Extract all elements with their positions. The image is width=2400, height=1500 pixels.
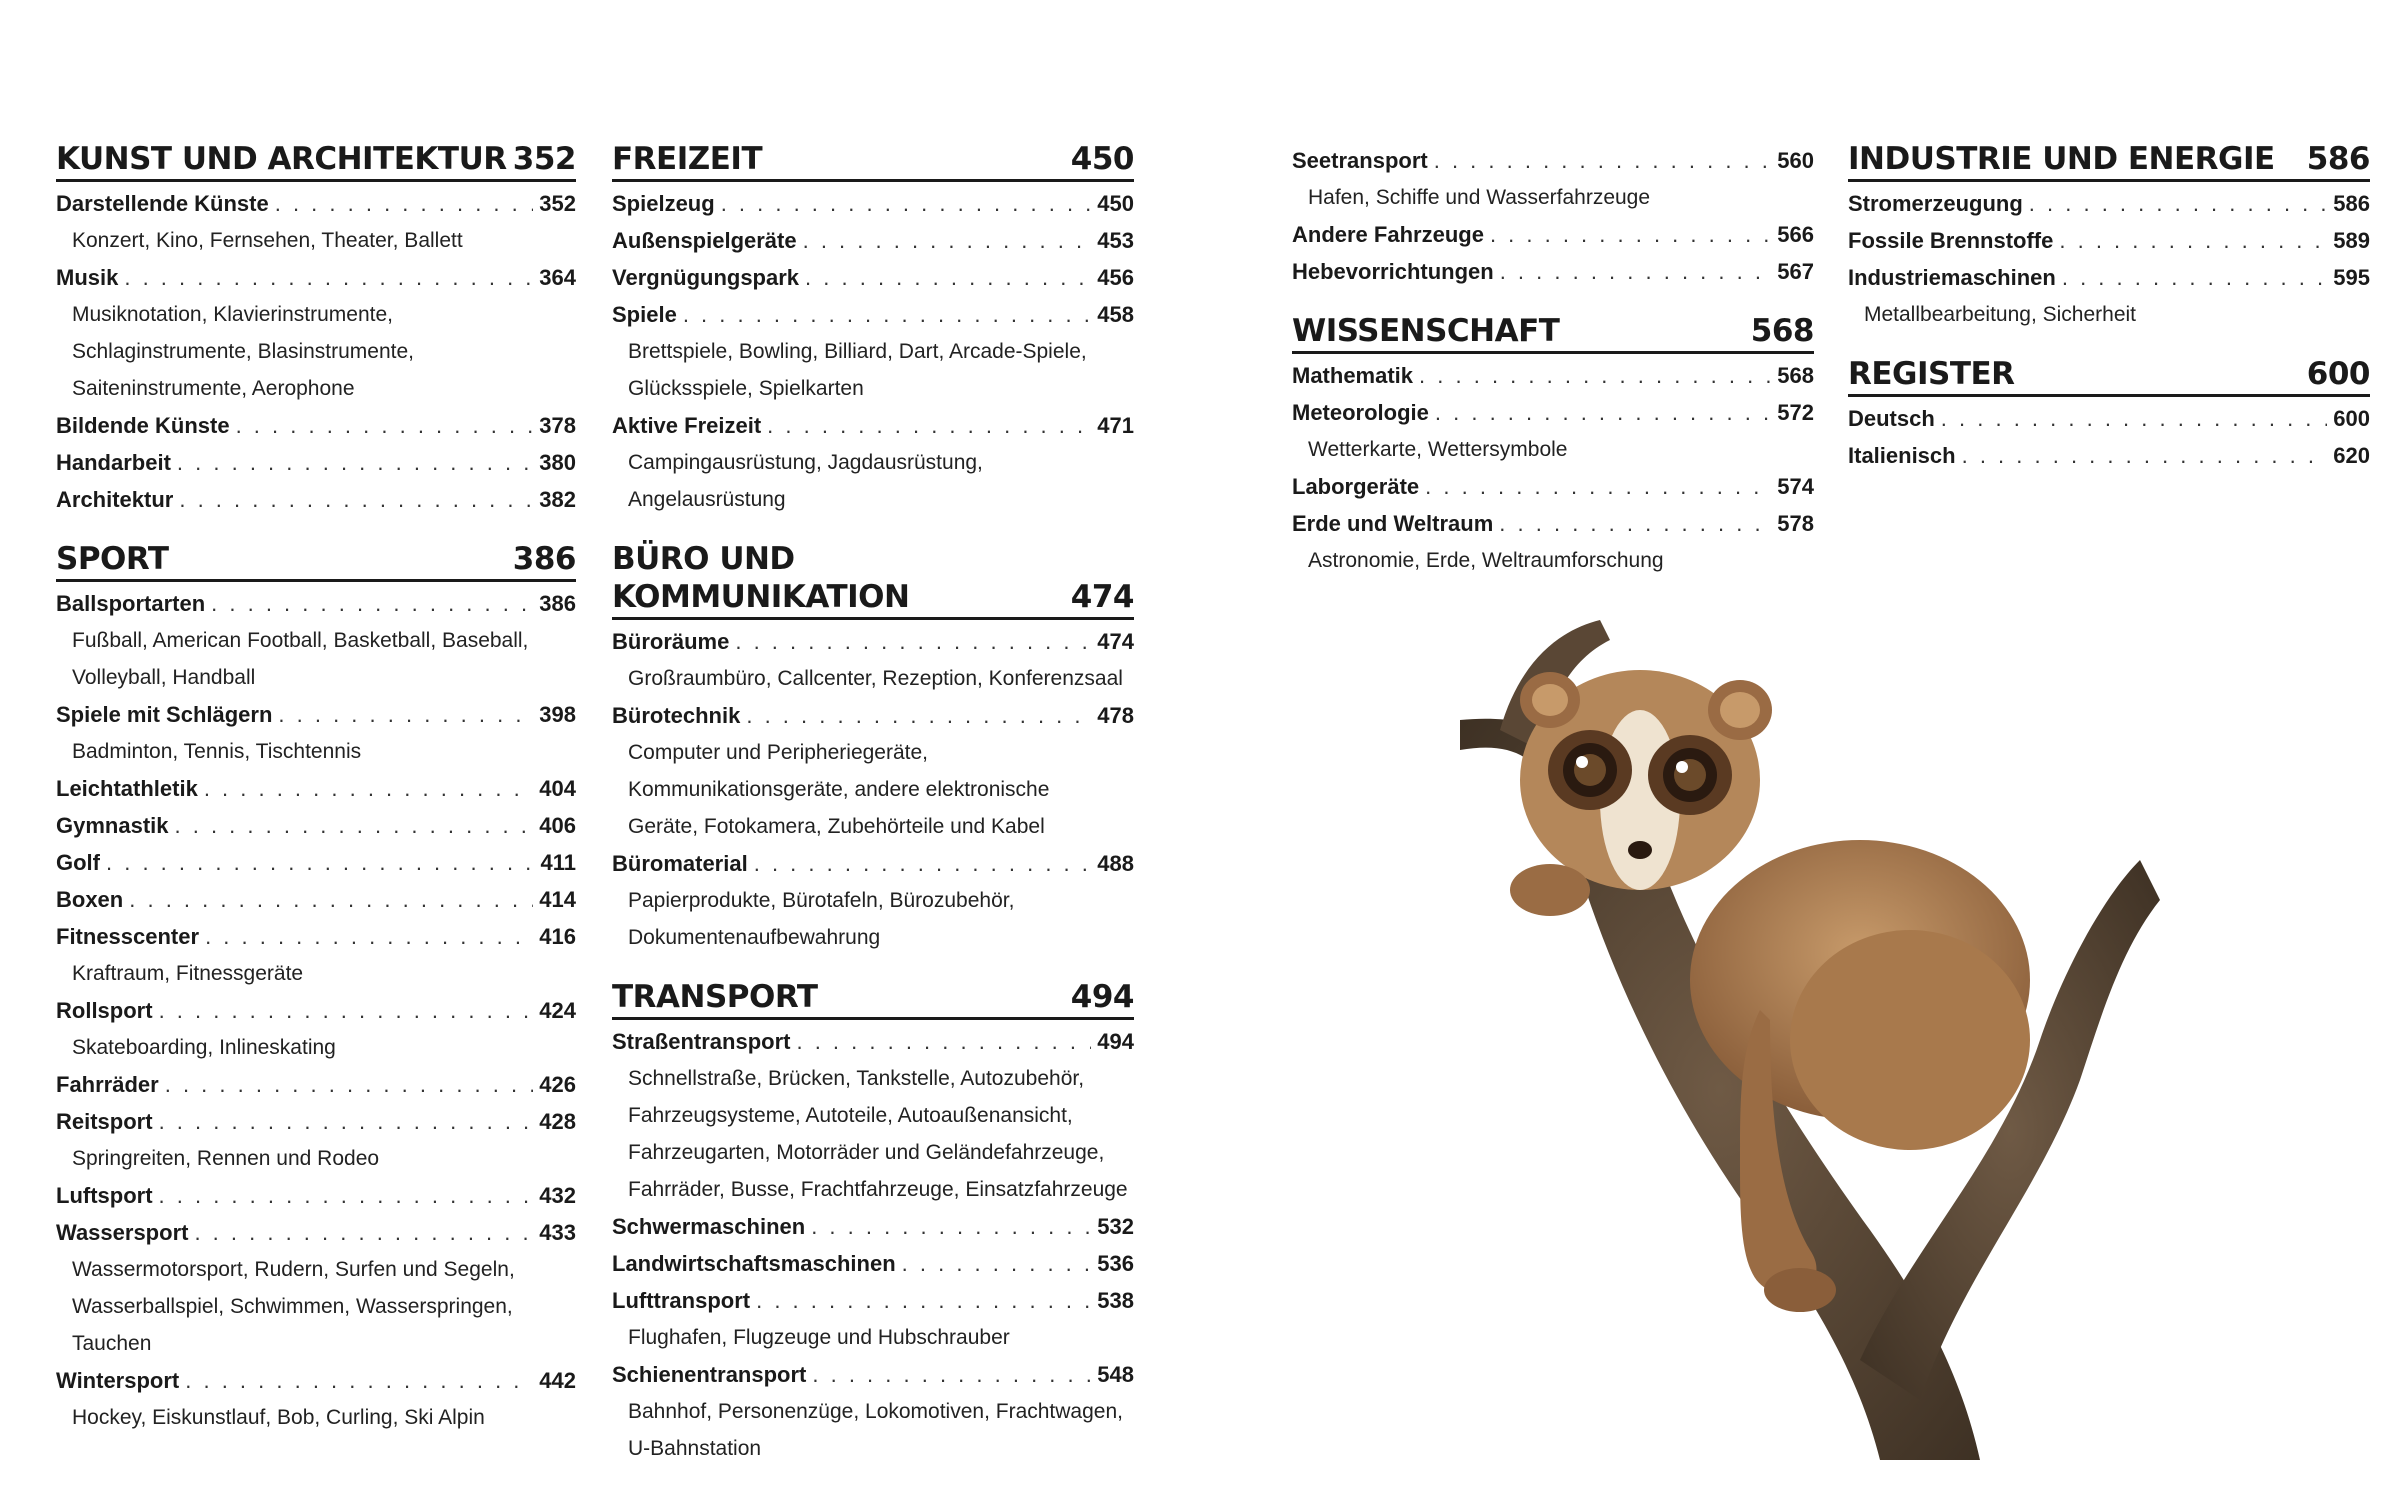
toc-entry[interactable] xyxy=(1848,437,2370,474)
dot-leader xyxy=(175,807,534,844)
dot-leader xyxy=(796,1023,1091,1060)
toc-entry[interactable] xyxy=(612,1245,1134,1282)
toc-entry[interactable] xyxy=(1292,357,1814,394)
dot-leader xyxy=(159,1103,534,1140)
toc-entry[interactable] xyxy=(612,1356,1134,1393)
dot-leader xyxy=(812,1356,1091,1393)
toc-section xyxy=(612,978,1134,1467)
section-title: REGISTER xyxy=(1848,356,2015,392)
entry-title: Hebevorrichtungen xyxy=(1292,259,1494,284)
entry-page: 416 xyxy=(539,924,576,949)
entry-title: Bürotechnik xyxy=(612,703,741,728)
toc-entry[interactable] xyxy=(1292,505,1814,542)
toc-entry[interactable] xyxy=(1292,216,1814,253)
entry-page: 536 xyxy=(1097,1251,1134,1276)
entry-subtopics: Saiteninstrumente, Aerophone xyxy=(72,377,355,400)
section-title: SPORT xyxy=(56,541,169,577)
toc-entry[interactable] xyxy=(612,185,1134,222)
toc-entry[interactable] xyxy=(612,259,1134,296)
entry-subtopics: Wassermotorsport, Rudern, Surfen und Segeln, xyxy=(72,1258,515,1281)
entry-title: Laborgeräte xyxy=(1292,474,1420,499)
entry-title: Fossile Brennstoffe xyxy=(1848,228,2054,253)
entry-page: 474 xyxy=(1097,629,1134,654)
entry-subtopics: Dokumentenaufbewahrung xyxy=(628,926,881,949)
section-page: 450 xyxy=(1070,141,1134,177)
section-page: 352 xyxy=(512,141,576,177)
dot-leader xyxy=(1434,142,1772,179)
toc-entry[interactable] xyxy=(612,1023,1134,1060)
dot-leader xyxy=(159,1177,534,1214)
entry-page: 567 xyxy=(1777,259,1814,284)
entry-subtopics: Glücksspiele, Spielkarten xyxy=(628,377,864,400)
entry-page: 378 xyxy=(539,413,576,438)
entry-page: 538 xyxy=(1097,1288,1134,1313)
entry-page: 586 xyxy=(2333,191,2370,216)
dot-leader xyxy=(205,918,533,955)
entry-title: Mathematik xyxy=(1292,363,1414,388)
section-title: KUNST UND ARCHITEKTUR xyxy=(56,141,507,177)
entry-title: Spiele mit Schlägern xyxy=(56,702,273,727)
entry-title: Aktive Freizeit xyxy=(612,413,762,438)
entry-title: Bildende Künste xyxy=(56,413,230,438)
entry-page: 414 xyxy=(539,887,576,912)
entry-subtopics: Musiknotation, Klavierinstrumente, xyxy=(72,303,393,326)
dot-leader xyxy=(159,992,534,1029)
dot-leader xyxy=(735,623,1091,660)
entry-page: 433 xyxy=(539,1220,576,1245)
toc-column-1 xyxy=(56,140,576,1458)
entry-subtopics: Astronomie, Erde, Weltraumforschung xyxy=(1308,549,1664,572)
section-page: 386 xyxy=(512,541,576,577)
toc-entry[interactable] xyxy=(1848,259,2370,296)
section-heading xyxy=(612,140,1134,182)
entry-page: 595 xyxy=(2333,265,2370,290)
entry-subtopics: Angelausrüstung xyxy=(628,488,786,511)
section-heading xyxy=(612,978,1134,1020)
entry-subtopics: Schnellstraße, Brücken, Tankstelle, Autozubehör, xyxy=(628,1067,1085,1090)
dot-leader xyxy=(902,1245,1092,1282)
entry-title: Meteorologie xyxy=(1292,400,1429,425)
section-page: 568 xyxy=(1750,313,1814,349)
entry-subtopics: Fahrzeugsysteme, Autoteile, Autoaußenansicht, xyxy=(628,1104,1073,1127)
entry-page: 442 xyxy=(539,1368,576,1393)
dot-leader xyxy=(211,585,533,622)
dot-leader xyxy=(1500,253,1772,290)
entry-page: 578 xyxy=(1777,511,1814,536)
entry-subtopics: U-Bahnstation xyxy=(628,1437,762,1460)
entry-title: Schwermaschinen xyxy=(612,1214,806,1239)
entry-page: 494 xyxy=(1097,1029,1134,1054)
entry-subtopics: Flughafen, Flugzeuge und Hubschrauber xyxy=(628,1326,1010,1349)
entry-subtopics: Wetterkarte, Wettersymbole xyxy=(1308,438,1568,461)
entry-page: 364 xyxy=(539,265,576,290)
dot-leader xyxy=(2062,259,2327,296)
entry-title: Wassersport xyxy=(56,1220,189,1245)
toc-entry[interactable] xyxy=(56,918,576,955)
entry-title: Vergnügungspark xyxy=(612,265,800,290)
dot-leader xyxy=(756,1282,1091,1319)
entry-title: Andere Fahrzeuge xyxy=(1292,222,1484,247)
entry-title: Lufttransport xyxy=(612,1288,751,1313)
entry-title: Gymnastik xyxy=(56,813,169,838)
toc-entry[interactable] xyxy=(1848,400,2370,437)
toc-entry[interactable] xyxy=(56,1066,576,1103)
loris-nose xyxy=(1628,841,1652,859)
entry-title: Fahrräder xyxy=(56,1072,159,1097)
section-title: FREIZEIT xyxy=(612,141,763,177)
dot-leader xyxy=(236,407,534,444)
toc-section xyxy=(1292,142,1814,290)
section-title: BÜRO UND KOMMUNIKATION xyxy=(612,541,910,615)
entry-page: 398 xyxy=(539,702,576,727)
dot-leader xyxy=(1962,437,2328,474)
entry-title: Fitnesscenter xyxy=(56,924,200,949)
entry-page: 589 xyxy=(2333,228,2370,253)
entry-subtopics: Hafen, Schiffe und Wasserfahrzeuge xyxy=(1308,186,1651,209)
entry-title: Erde und Weltraum xyxy=(1292,511,1494,536)
entry-title: Büromaterial xyxy=(612,851,748,876)
section-heading xyxy=(56,540,576,582)
entry-title: Deutsch xyxy=(1848,406,1935,431)
section-heading xyxy=(56,140,576,182)
toc-column-3 xyxy=(1292,142,1814,601)
entry-title: Leichtathletik xyxy=(56,776,198,801)
toc-entry[interactable] xyxy=(56,770,576,807)
entry-title: Spielzeug xyxy=(612,191,715,216)
toc-entry[interactable] xyxy=(56,585,576,622)
entry-title: Schienentransport xyxy=(612,1362,807,1387)
toc-section xyxy=(1848,355,2370,474)
entry-title: Reitsport xyxy=(56,1109,153,1134)
entry-subtopics: Brettspiele, Bowling, Billiard, Dart, Arcade-Spiele, xyxy=(628,340,1087,363)
section-title: INDUSTRIE UND ENERGIE xyxy=(1848,141,2275,177)
dot-leader xyxy=(275,185,534,222)
entry-page: 450 xyxy=(1097,191,1134,216)
entry-page: 574 xyxy=(1777,474,1814,499)
dot-leader xyxy=(129,881,533,918)
toc-entry[interactable] xyxy=(1292,142,1814,179)
entry-page: 380 xyxy=(539,450,576,475)
entry-page: 432 xyxy=(539,1183,576,1208)
entry-subtopics: Tauchen xyxy=(72,1332,152,1355)
entry-subtopics: Konzert, Kino, Fernsehen, Theater, Ballett xyxy=(72,229,463,252)
entry-page: 456 xyxy=(1097,265,1134,290)
toc-entry[interactable] xyxy=(56,807,576,844)
entry-title: Wintersport xyxy=(56,1368,180,1393)
entry-title: Rollsport xyxy=(56,998,153,1023)
toc-column-2 xyxy=(612,140,1134,1489)
entry-page: 424 xyxy=(539,998,576,1023)
entry-page: 382 xyxy=(539,487,576,512)
entry-page: 404 xyxy=(539,776,576,801)
toc-column-4 xyxy=(1848,140,2370,496)
entry-title: Architektur xyxy=(56,487,174,512)
toc-entry[interactable] xyxy=(1292,468,1814,505)
toc-entry[interactable] xyxy=(612,407,1134,444)
dot-leader xyxy=(754,845,1092,882)
dot-leader xyxy=(721,185,1092,222)
slow-loris-illustration xyxy=(1440,600,2200,1460)
entry-page: 566 xyxy=(1777,222,1814,247)
entry-page: 600 xyxy=(2333,406,2370,431)
dot-leader xyxy=(1419,357,1771,394)
toc-entry[interactable] xyxy=(56,992,576,1029)
toc-entry[interactable] xyxy=(612,697,1134,734)
toc-entry[interactable] xyxy=(56,185,576,222)
section-title: TRANSPORT xyxy=(612,979,818,1015)
toc-entry[interactable] xyxy=(56,696,576,733)
toc-entry[interactable] xyxy=(612,1282,1134,1319)
entry-subtopics: Badminton, Tennis, Tischtennis xyxy=(72,740,362,763)
entry-subtopics: Papierprodukte, Bürotafeln, Bürozubehör, xyxy=(628,889,1015,912)
section-heading xyxy=(612,540,1134,620)
entry-title: Musik xyxy=(56,265,119,290)
toc-entry[interactable] xyxy=(612,1208,1134,1245)
toc-section xyxy=(56,140,576,518)
entry-subtopics: Bahnhof, Personenzüge, Lokomotiven, Frachtwagen, xyxy=(628,1400,1123,1423)
entry-title: Seetransport xyxy=(1292,148,1428,173)
entry-title: Ballsportarten xyxy=(56,591,206,616)
dot-leader xyxy=(204,770,533,807)
dot-leader xyxy=(811,1208,1091,1245)
entry-subtopics: Hockey, Eiskunstlauf, Bob, Curling, Ski Alpin xyxy=(72,1406,485,1429)
dot-leader xyxy=(106,844,535,881)
dot-leader xyxy=(803,222,1092,259)
section-heading xyxy=(1848,140,2370,182)
toc-entry[interactable] xyxy=(1292,253,1814,290)
entry-page: 548 xyxy=(1097,1362,1134,1387)
entry-title: Luftsport xyxy=(56,1183,153,1208)
toc-entry[interactable] xyxy=(612,845,1134,882)
dot-leader xyxy=(1425,468,1771,505)
entry-subtopics: Skateboarding, Inlineskating xyxy=(72,1036,336,1059)
entry-page: 426 xyxy=(539,1072,576,1097)
dot-leader xyxy=(767,407,1091,444)
entry-page: 428 xyxy=(539,1109,576,1134)
entry-subtopics: Fahrzeugarten, Motorräder und Geländefahrzeuge, xyxy=(628,1141,1105,1164)
entry-subtopics: Fahrräder, Busse, Frachtfahrzeuge, Einsatzfahrzeuge xyxy=(628,1178,1128,1201)
toc-entry[interactable] xyxy=(56,444,576,481)
toc-entry[interactable] xyxy=(612,222,1134,259)
dot-leader xyxy=(278,696,533,733)
entry-page: 568 xyxy=(1777,363,1814,388)
toc-section xyxy=(1848,140,2370,333)
entry-page: 411 xyxy=(540,850,576,875)
toc-entry[interactable] xyxy=(56,844,576,881)
toc-entry[interactable] xyxy=(56,1214,576,1251)
toc-entry[interactable] xyxy=(56,1103,576,1140)
entry-title: Industriemaschinen xyxy=(1848,265,2056,290)
entry-title: Straßentransport xyxy=(612,1029,791,1054)
dot-leader xyxy=(683,296,1091,333)
entry-subtopics: Geräte, Fotokamera, Zubehörteile und Kabel xyxy=(628,815,1045,838)
toc-entry[interactable] xyxy=(56,1362,576,1399)
entry-title: Landwirtschaftsmaschinen xyxy=(612,1251,896,1276)
toc-entry[interactable] xyxy=(56,1177,576,1214)
toc-entry[interactable] xyxy=(612,296,1134,333)
section-page: 494 xyxy=(1070,979,1134,1015)
dot-leader xyxy=(165,1066,534,1103)
toc-entry[interactable] xyxy=(1848,185,2370,222)
entry-page: 352 xyxy=(539,191,576,216)
entry-page: 386 xyxy=(539,591,576,616)
entry-title: Büroräume xyxy=(612,629,730,654)
section-page: 600 xyxy=(2306,356,2370,392)
entry-subtopics: Computer und Peripheriegeräte, xyxy=(628,741,929,764)
entry-title: Italienisch xyxy=(1848,443,1956,468)
entry-page: 471 xyxy=(1097,413,1134,438)
toc-entry[interactable] xyxy=(56,881,576,918)
entry-page: 560 xyxy=(1777,148,1814,173)
dot-leader xyxy=(185,1362,533,1399)
toc-entry[interactable] xyxy=(56,259,576,296)
entry-subtopics: Springreiten, Rennen und Rodeo xyxy=(72,1147,380,1170)
toc-section xyxy=(612,140,1134,518)
section-page: 474 xyxy=(1070,579,1134,615)
dot-leader xyxy=(2029,185,2327,222)
entry-page: 453 xyxy=(1097,228,1134,253)
toc-entry[interactable] xyxy=(1848,222,2370,259)
entry-subtopics: Wasserballspiel, Schwimmen, Wasserspringen, xyxy=(72,1295,513,1318)
dot-leader xyxy=(746,697,1091,734)
dot-leader xyxy=(805,259,1091,296)
entry-subtopics: Fußball, American Football, Basketball, Baseball, xyxy=(72,629,529,652)
entry-page: 532 xyxy=(1097,1214,1134,1239)
toc-section xyxy=(1292,312,1814,579)
dot-leader xyxy=(1499,505,1771,542)
entry-page: 620 xyxy=(2333,443,2370,468)
entry-title: Spiele xyxy=(612,302,677,327)
entry-title: Außenspielgeräte xyxy=(612,228,797,253)
entry-page: 406 xyxy=(539,813,576,838)
dot-leader xyxy=(194,1214,533,1251)
entry-title: Golf xyxy=(56,850,100,875)
dot-leader xyxy=(1435,394,1771,431)
section-heading xyxy=(1848,355,2370,397)
entry-title: Stromerzeugung xyxy=(1848,191,2023,216)
entry-subtopics: Campingausrüstung, Jagdausrüstung, xyxy=(628,451,983,474)
dot-leader xyxy=(2059,222,2327,259)
dot-leader xyxy=(179,481,533,518)
dot-leader xyxy=(177,444,533,481)
entry-subtopics: Metallbearbeitung, Sicherheit xyxy=(1864,303,2136,326)
entry-title: Handarbeit xyxy=(56,450,171,475)
entry-title: Darstellende Künste xyxy=(56,191,269,216)
dot-leader xyxy=(124,259,533,296)
entry-subtopics: Schlaginstrumente, Blasinstrumente, xyxy=(72,340,414,363)
dot-leader xyxy=(1490,216,1771,253)
toc-entry[interactable] xyxy=(56,481,576,518)
toc-entry[interactable] xyxy=(56,407,576,444)
entry-page: 458 xyxy=(1097,302,1134,327)
section-page: 586 xyxy=(2306,141,2370,177)
section-heading xyxy=(1292,312,1814,354)
toc-entry[interactable] xyxy=(1292,394,1814,431)
entry-subtopics: Kraftraum, Fitnessgeräte xyxy=(72,962,304,985)
entry-subtopics: Volleyball, Handball xyxy=(72,666,256,689)
toc-section xyxy=(612,540,1134,956)
dot-leader xyxy=(1941,400,2327,437)
loris-hand xyxy=(1510,864,1590,916)
entry-page: 478 xyxy=(1097,703,1134,728)
toc-entry[interactable] xyxy=(612,623,1134,660)
toc-section xyxy=(56,540,576,1436)
entry-page: 488 xyxy=(1097,851,1134,876)
entry-page: 572 xyxy=(1777,400,1814,425)
entry-title: Boxen xyxy=(56,887,124,912)
entry-subtopics: Großraumbüro, Callcenter, Rezeption, Konferenzsaal xyxy=(628,667,1123,690)
section-title: WISSENSCHAFT xyxy=(1292,313,1560,349)
entry-subtopics: Kommunikationsgeräte, andere elektronische xyxy=(628,778,1050,801)
